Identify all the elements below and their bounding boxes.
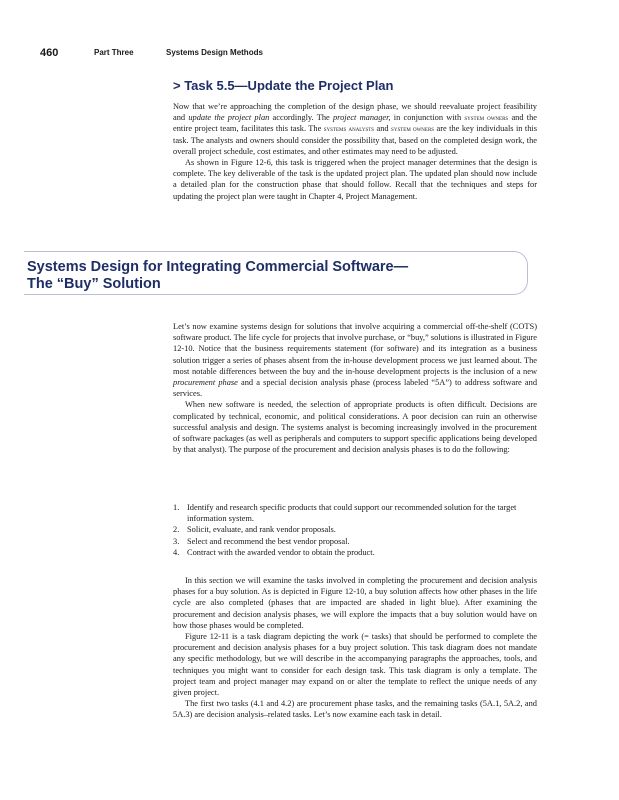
- part-label: Part Three: [94, 48, 134, 57]
- section-body-continued: [173, 575, 537, 721]
- section-heading: Systems Design for Integrating Commercial Software— The “Buy” Solution: [27, 259, 409, 292]
- list-item: 3. Select and recommend the best vendor proposal.: [173, 536, 350, 546]
- section-body: [173, 321, 537, 455]
- section-paragraph-4: Figure 12-11 is a task diagram depicting the work (= tasks) that should be performed to complete the procurement and decision analysis phases for a buy project solution. This task diagram does not mandate any specific methodology, but we will describe in the accompanying paragraphs the approaches, tools, and techniques you might want to consider for each design task. This task diagram is only a template. The project team and project manager may expand on or alter the template to reflect the unique needs of any given project.: [173, 632, 537, 698]
- list-item: 2. Solicit, evaluate, and rank vendor proposals.: [173, 525, 336, 535]
- task-body: [173, 101, 537, 202]
- task-paragraph-2: As shown in Figure 12-6, this task is triggered when the project manager determines that the design is complete. The key deliverable of the task is the updated project plan. The updated plan should now include a detailed plan for the construction phase that should follow. Recall that the techniques and steps for updating the project plan were taught in Chapter 4, Project Management.: [173, 158, 537, 201]
- procurement-steps-list: [173, 502, 537, 558]
- section-paragraph-2: When new software is needed, the selection of appropriate products is often difficult. Decisions are complicated by technical, economic, and political considerations. A poor decision can ruin an otherwise successful analysis and design. The systems analyst is becoming increasingly involved in the procurement of software packages (as well as peripherals and computers to support specific applications being developed by that analyst). The purpose of the procurement and decision analysis phases is to do the following:: [173, 400, 537, 455]
- page-number: 460: [40, 47, 59, 59]
- task-heading: > Task 5.5—Update the Project Plan: [173, 78, 394, 93]
- list-item: 1. Identify and research specific products that could support our recommended solution for the target information system.: [173, 503, 517, 524]
- running-title: Systems Design Methods: [166, 48, 263, 57]
- section-paragraph-5: The first two tasks (4.1 and 4.2) are procurement phase tasks, and the remaining tasks (5A.1, 5A.2, and 5A.3) are decision analysis–related tasks. Let’s now examine each task in detail.: [173, 699, 537, 720]
- section-paragraph-1: Let’s now examine systems design for solutions that involve acquiring a commercial off-the-shelf (COTS) software product. The life cycle for projects that involve purchase, or “buy,” solutions is illustrated in Figure 12-10. Notice that the business requirements statement (for software) and its integration as a business solution trigger a series of phases absent from the in-house development process we just learned about. The most notable differences between the buy and the in-house development projects is the inclusion of a new procurement phase and a special decision analysis phase (process labeled “5A”) to address software and services.: [173, 322, 538, 399]
- list-item: 4. Contract with the awarded vendor to obtain the product.: [173, 547, 375, 557]
- section-paragraph-3: In this section we will examine the tasks involved in completing the procurement and decision analysis phases for a buy solution. As is depicted in Figure 12-10, a buy solution affects how other phases in the life cycle are also completed (phases that are impacted are shaded in light blue). After examining the procurement and decision analysis phases, we will explore the impacts that a buy solution would have on how those phases would be completed.: [173, 576, 537, 630]
- task-paragraph-1: Now that we’re approaching the completion of the design phase, we should reevaluate project feasibility and update the project plan accordingly. The project manager, in conjunction with system owners and the entire project team, facilitates this task. The systems analysts and system owners are the key individuals in this task. The analysts and owners should consider the possibility that, based on the completed design work, the overall project schedule, cost estimates, and other estimates may need to be adjusted.: [173, 102, 538, 156]
